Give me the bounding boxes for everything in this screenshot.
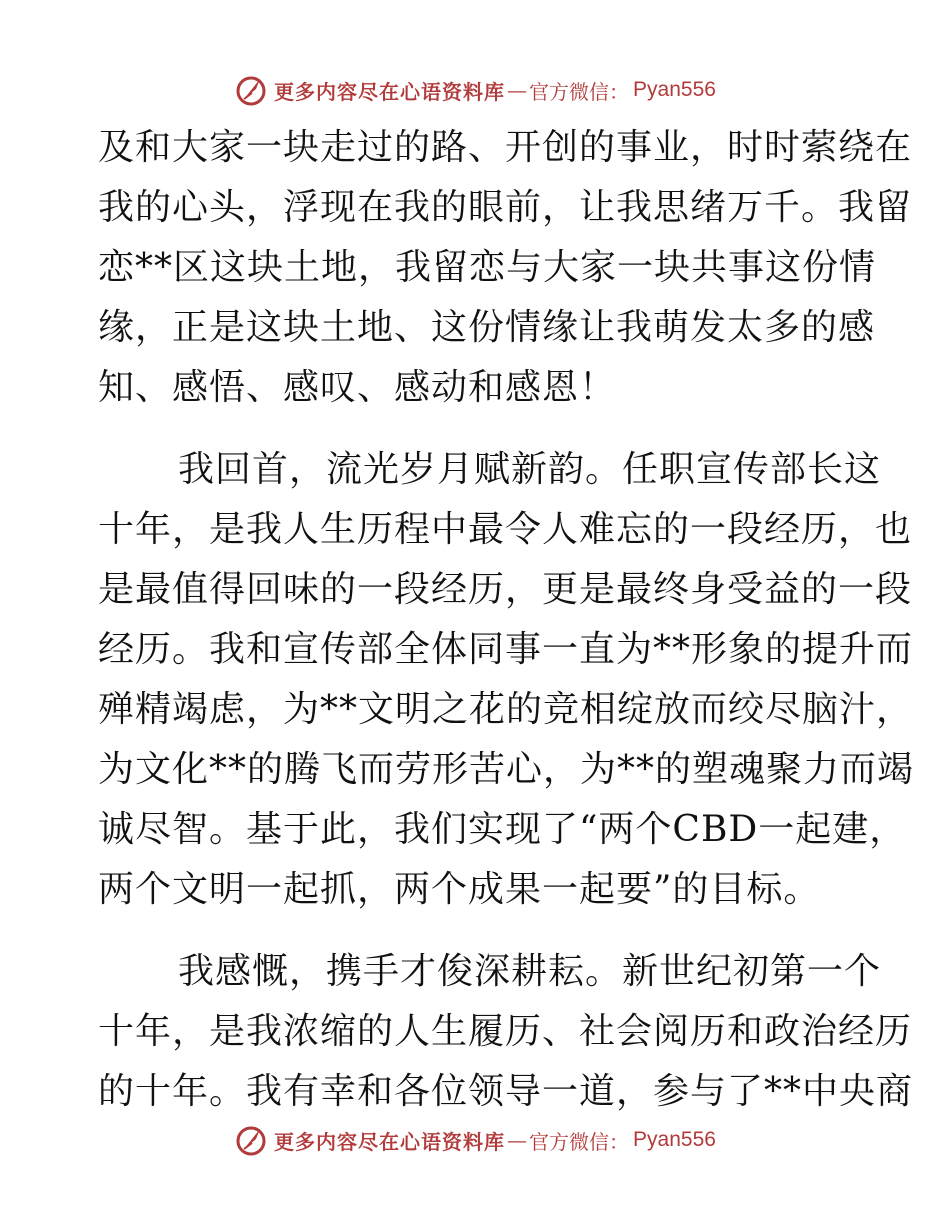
paragraph-1	[98, 118, 913, 418]
text-line: 恋**区这块土地，我留恋与大家一块共事这份情	[98, 247, 877, 288]
text-line: 缘，正是这块土地、这份情缘让我萌发太多的感	[98, 307, 876, 348]
text-line: 十年，是我浓缩的人生履历、社会阅历和政治经历	[98, 1011, 913, 1052]
header-banner	[0, 70, 950, 110]
paragraph-2	[98, 440, 915, 920]
text-line: 是最值得回味的一段经历，更是最终身受益的一段	[98, 569, 913, 610]
quill-logo-icon	[234, 73, 268, 107]
text-line: 诚尽智。基于此，我们实现了“两个CBD一起建，	[98, 809, 907, 850]
text-line: 及和大家一块走过的路、开创的事业，时时萦绕在	[98, 127, 913, 168]
text-line: 的十年。我有幸和各位领导一道，参与了**中央商	[98, 1071, 914, 1112]
text-line: 为文化**的腾飞而劳形苦心，为**的塑魂聚力而竭	[98, 749, 915, 790]
text-line: 两个文明一起抓，两个成果一起要”的目标。	[98, 869, 821, 910]
text-line: 殚精竭虑，为**文明之花的竞相绽放而绞尽脑汁，	[98, 689, 914, 730]
banner-wechat-label: 官方微信：	[529, 79, 630, 104]
text-line: 十年，是我人生历程中最令人难忘的一段经历，也	[98, 509, 913, 550]
banner-dash: —	[507, 78, 528, 102]
banner-wechat-label: 官方微信：	[529, 1129, 630, 1154]
text-line: 我的心头，浮现在我的眼前，让我思绪万千。我留	[98, 187, 913, 228]
banner-title: 更多内容尽在心语资料库	[274, 79, 506, 104]
footer-banner	[0, 1120, 950, 1160]
banner-title: 更多内容尽在心语资料库	[274, 1129, 506, 1154]
document-body	[98, 118, 915, 1122]
text-line: 知、感悟、感叹、感动和感恩！	[98, 367, 617, 408]
banner-wechat-id: Pyan556	[633, 78, 716, 101]
text-line: 我回首，流光岁月赋新韵。任职宣传部长这	[178, 449, 882, 490]
banner-wechat-id: Pyan556	[633, 1128, 716, 1151]
text-line: 经历。我和宣传部全体同事一直为**形象的提升而	[98, 629, 914, 670]
paragraph-3	[98, 942, 914, 1122]
banner-dash: —	[507, 1128, 528, 1152]
quill-logo-icon	[234, 1123, 268, 1157]
text-line: 我感慨，携手才俊深耕耘。新世纪初第一个	[178, 951, 882, 992]
